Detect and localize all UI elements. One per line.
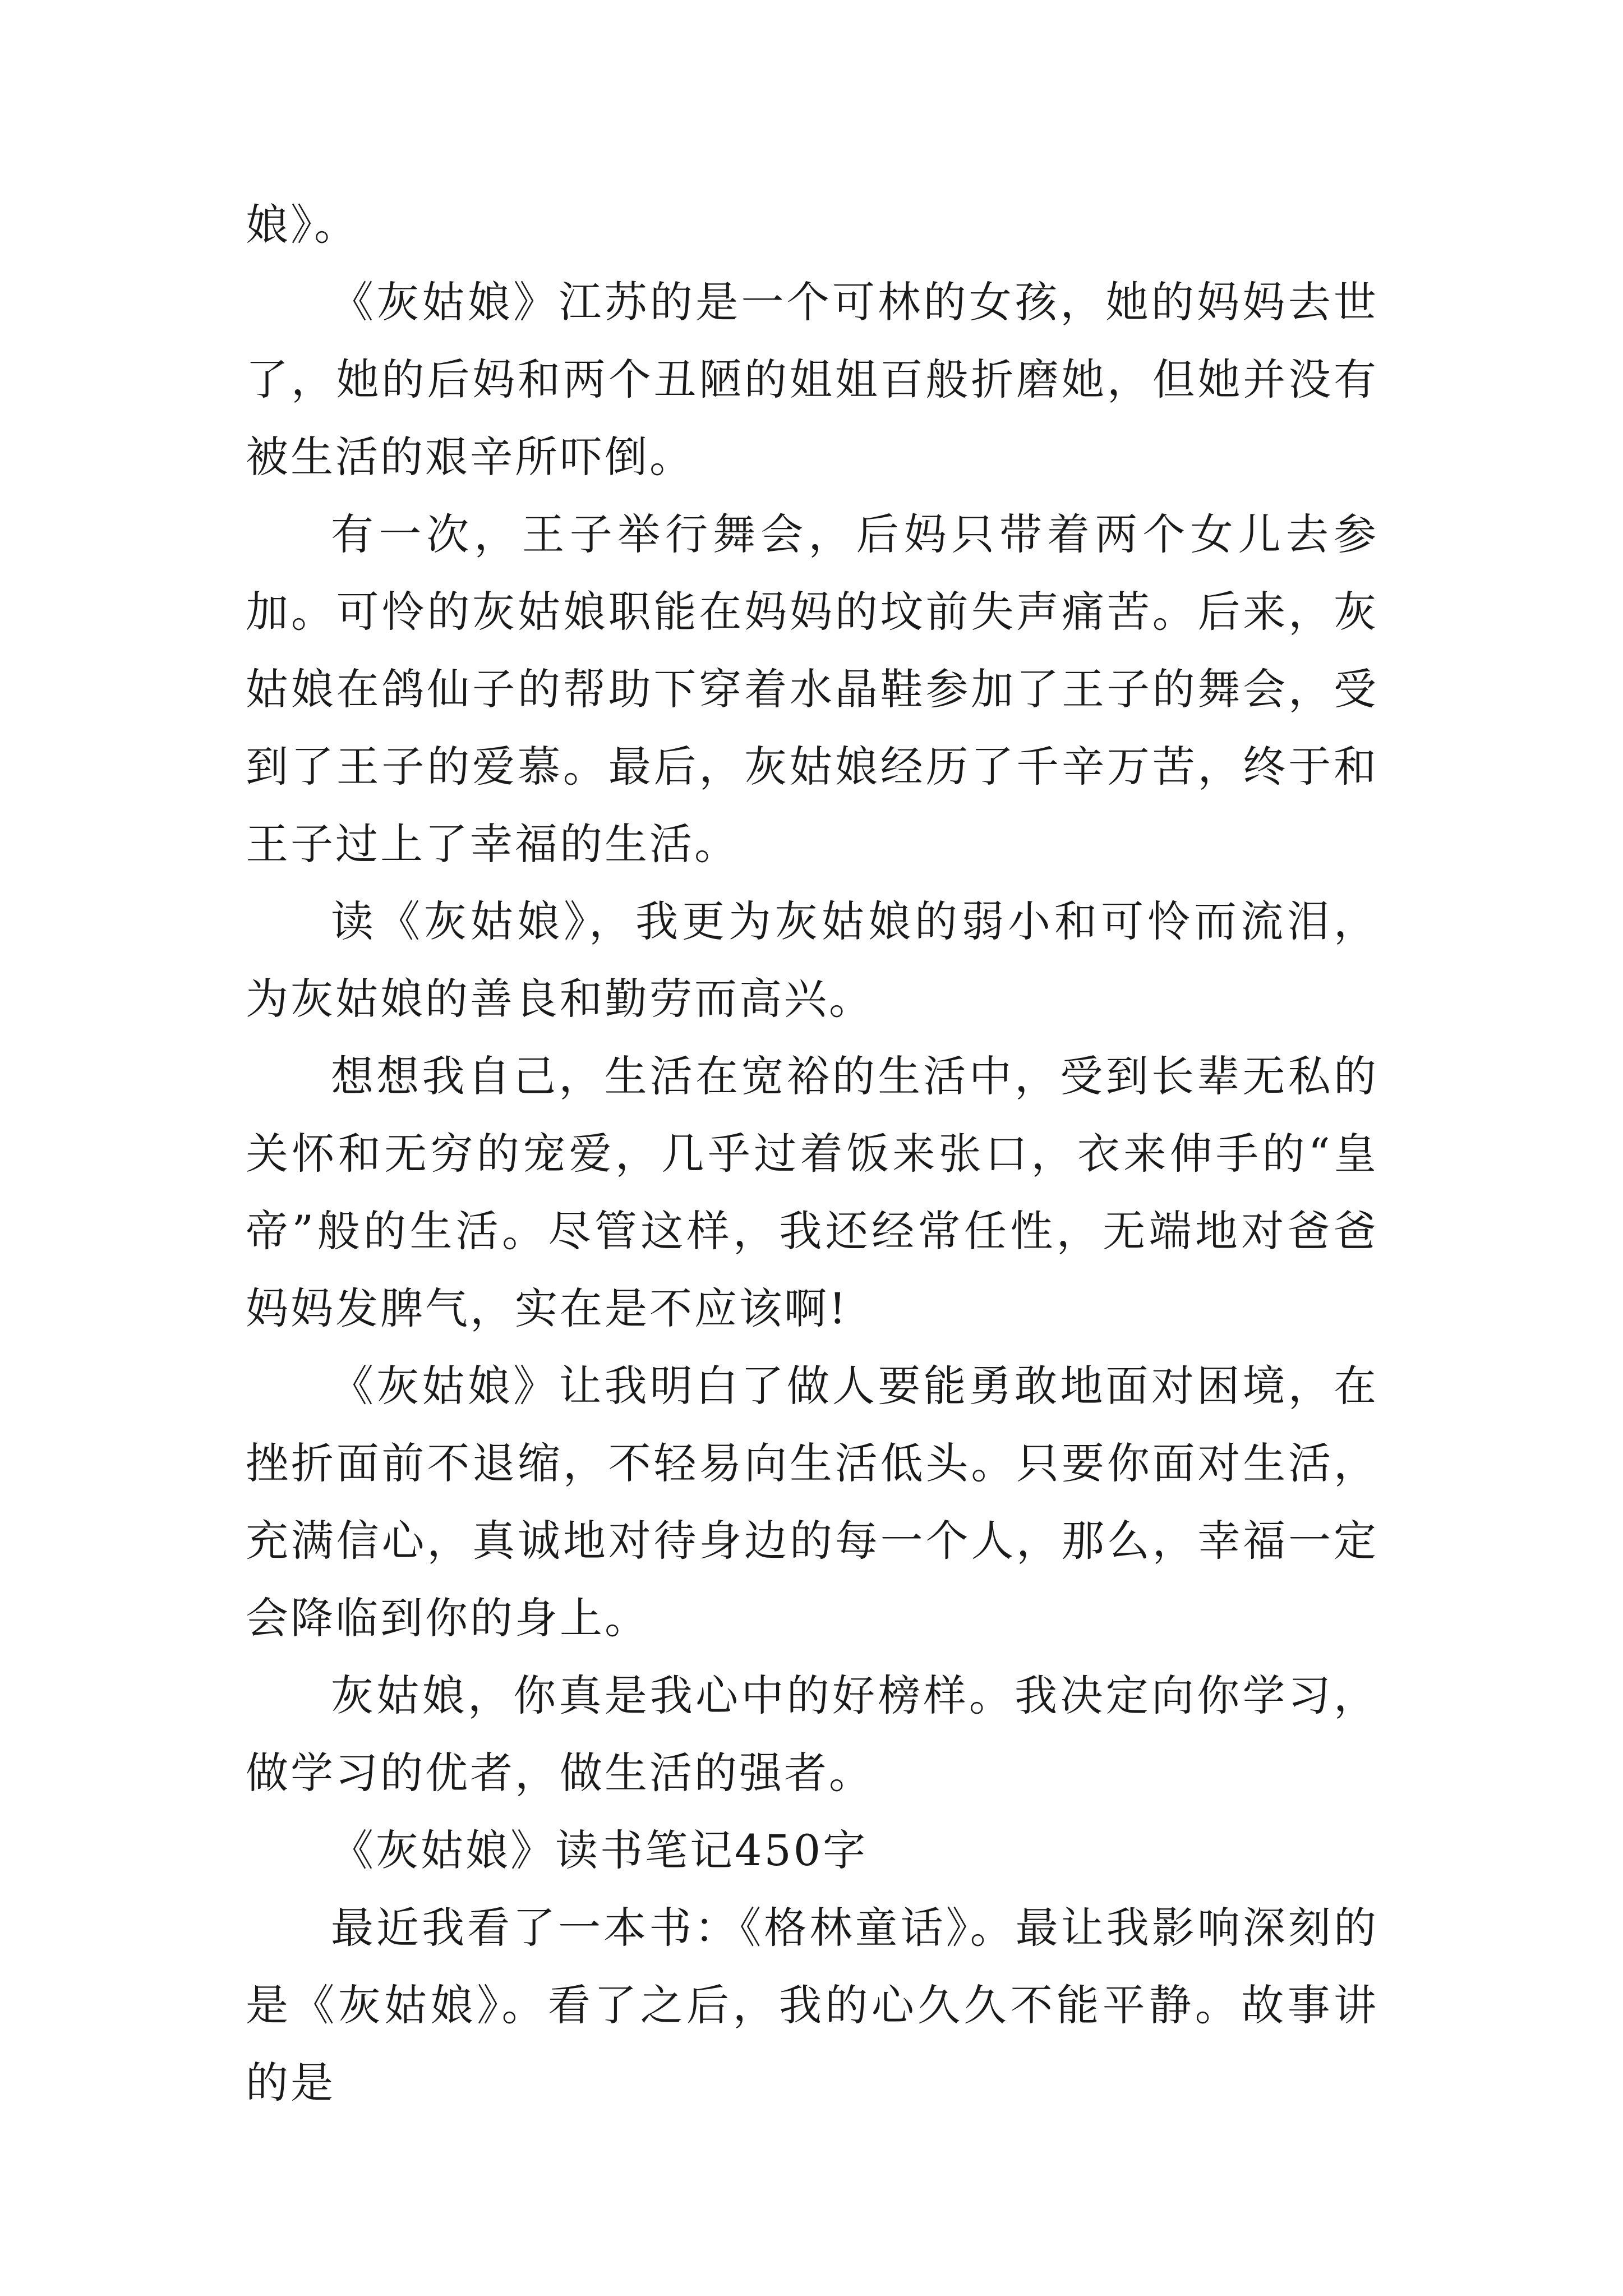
document-body (246, 186, 1378, 2122)
section-heading: 《灰姑娘》读书笔记450字 (331, 1825, 868, 1875)
paragraph-conclusion: 灰姑娘，你真是我心中的好榜样。我决定向你学习，做学习的优者，做生活的强者。 (246, 1671, 1378, 1798)
paragraph-story-plot: 有一次，王子举行舞会，后妈只带着两个女儿去参加。可怜的灰姑娘职能在妈妈的坟前失声痛苦。后来，灰姑娘在鸽仙子的帮助下穿着水晶鞋参加了王子的舞会，受到了王子的爱慕。最后，灰姑娘经历了千辛万苦，终于和王子过上了幸福的生活。 (246, 509, 1378, 869)
paragraph-new-essay-start: 最近我看了一本书：《格林童话》。最让我影响深刻的是《灰姑娘》。看了之后，我的心久久不能平静。故事讲的是 (246, 1903, 1378, 2108)
paragraph-reader-feelings: 读《灰姑娘》，我更为灰姑娘的弱小和可怜而流泪，为灰姑娘的善良和勤劳而高兴。 (246, 896, 1378, 1024)
paragraph-story-intro: 《灰姑娘》江苏的是一个可林的女孩，她的妈妈去世了，她的后妈和两个丑陋的姐姐百般折磨她，但她并没有被生活的艰辛所吓倒。 (246, 277, 1378, 482)
paragraph-lesson: 《灰姑娘》让我明白了做人要能勇敢地面对困境，在挫折面前不退缩，不轻易向生活低头。只要你面对生活，充满信心，真诚地对待身边的每一个人，那么，幸福一定会降临到你的身上。 (246, 1361, 1378, 1643)
paragraph-self-reflection: 想想我自己，生活在宽裕的生活中，受到长辈无私的关怀和无穷的宠爱，几乎过着饭来张口，衣来伸手的“皇帝”般的生活。尽管这样，我还经常任性，无端地对爸爸妈妈发脾气，实在是不应该啊! (246, 1051, 1378, 1333)
paragraph-continuation: 娘》。 (246, 200, 359, 250)
